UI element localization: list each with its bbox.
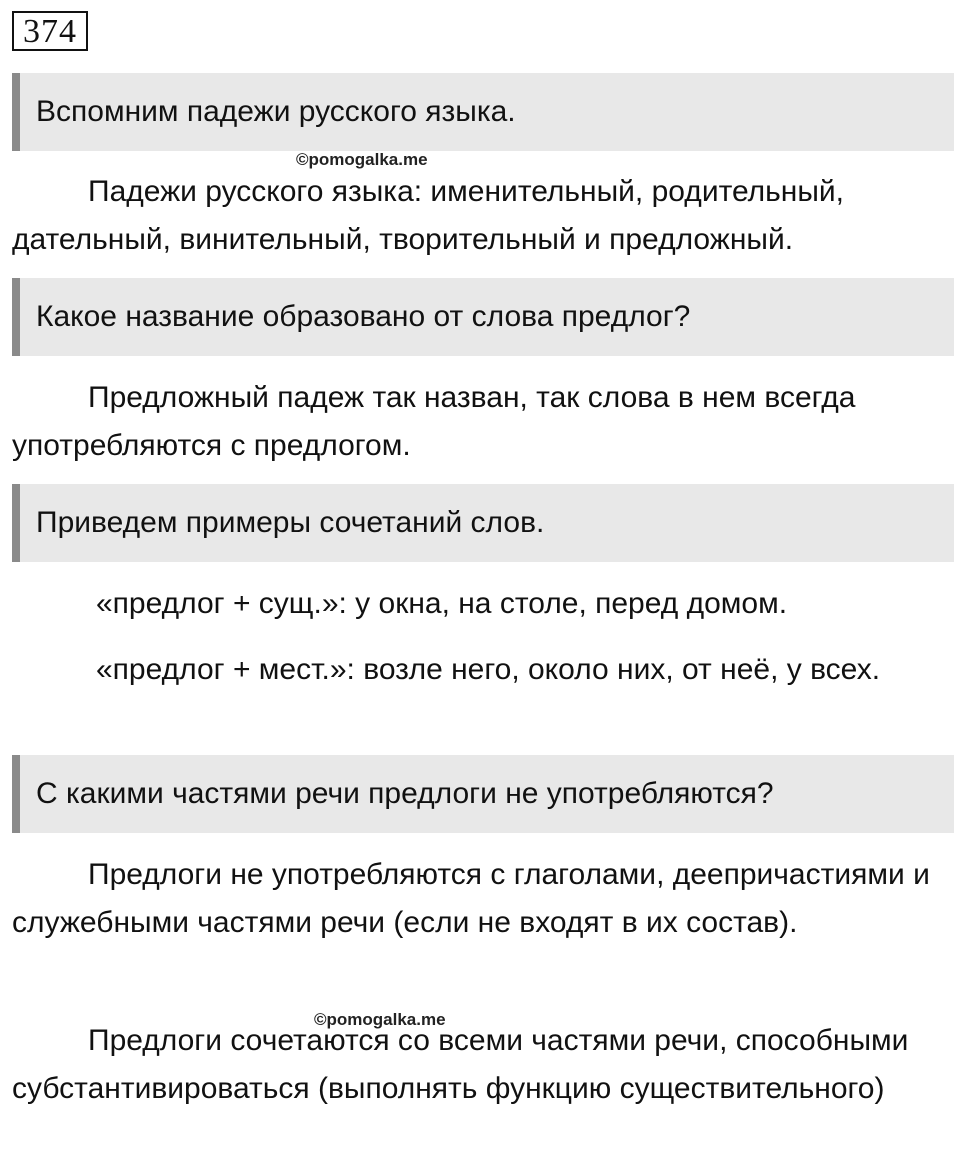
- question-bar-parts-of-speech: С какими частями речи предлоги не употребляются?: [12, 755, 954, 833]
- answer-paragraph-not-used: Предлоги не употребляются с глаголами, деепричастиями и служебными частями речи (если не входят в их состав).: [12, 858, 930, 939]
- answer-paragraph-combinations: Предлоги сочетаются со всеми частями речи, способными субстантивироваться (выполнять функцию существительного): [12, 1024, 909, 1105]
- question-bar-cases: Вспомним падежи русского языка.: [12, 73, 954, 151]
- example-pronoun-phrases: «предлог + мест.»: возле него, около них, от неё, у всех.: [96, 653, 881, 686]
- answer-paragraph-name-origin: Предложный падеж так назван, так слова в нем всегда употребляются с предлогом.: [12, 381, 856, 462]
- task-number-box: 374: [12, 11, 88, 51]
- answer-paragraph-cases: Падежи русского языка: именительный, родительный, дательный, винительный, творительный и предложный.: [12, 175, 845, 256]
- question-bar-examples: Приведем примеры сочетаний слов.: [12, 484, 954, 562]
- watermark-top: ©pomogalka.me: [296, 150, 428, 169]
- question-bar-name-origin: Какое название образовано от слова предлог?: [12, 278, 954, 356]
- watermark-bottom: ©pomogalka.me: [314, 1010, 446, 1029]
- example-noun-phrases: «предлог + сущ.»: у окна, на столе, перед домом.: [96, 587, 788, 620]
